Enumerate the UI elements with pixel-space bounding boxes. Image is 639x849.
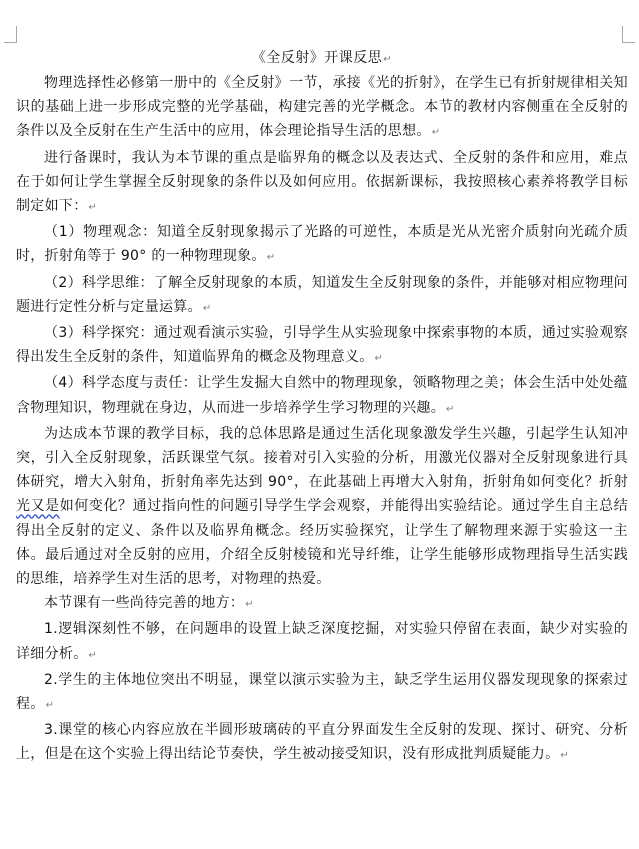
- paragraph-text: 如何变化？通过指向性的问题引导学生学会观察，并能得出实验结论。通过学生自主总结得出全反射的定义、条件以及临界角概念。经历实验探究，让学生了解物理来源于实验这一主体。最后通过对全反射的应用，介绍全反射棱镜和光导纤维，让学生能够形成物理指导生活实践的思维，培养学生对生活的思考，对物理的热爱。: [16, 498, 628, 588]
- paragraph-text: 物理选择性必修第一册中的《全反射》一节，承接《光的折射》，在学生已有折射规律相关知识的基础上进一步形成完整的光学基础，构建完善的光学概念。本节的教材内容侧重在全反射的条件以及全反射在生产生活中的应用，体会理论指导生活的思想。: [16, 75, 628, 140]
- document-title: [16, 45, 628, 71]
- paragraph-goal-1: [16, 220, 628, 270]
- paragraph-mark-icon: ↵: [88, 649, 98, 661]
- crop-mark-top-right: [622, 26, 635, 43]
- paragraph-mark-icon: ↵: [374, 353, 384, 365]
- paragraph-text: 为达成本节课的教学目标，我的总体思路是通过生活化现象激发学生兴趣，引起学生认知冲突，引入全反射现象，活跃课堂气氛。接着对引入实验的分析，用激光仪器对全反射现象进行具体研究，增大入射角，折射角率先达到 90°，在此基础上再增大入射角，折射角如何变化？折射: [16, 425, 628, 491]
- paragraph-improvement-1: [16, 617, 628, 667]
- paragraph-mark-icon: ↵: [245, 599, 254, 611]
- paragraph-goal-2: [16, 271, 628, 321]
- paragraph-text: （4）科学态度与责任：让学生发掘大自然中的物理现象，领略物理之美；体会生活中处处蕴含物理知识，物理就在身边，从而进一步培养学生学习物理的兴趣。: [16, 375, 628, 416]
- paragraph-mark-icon: ↵: [45, 700, 55, 712]
- paragraph-mark-icon: ↵: [431, 127, 441, 139]
- crop-mark-top-left: [4, 26, 17, 43]
- paragraph-text: 进行备课时，我认为本节课的重点是临界角的概念以及表达式、全反射的条件和应用，难点在于如何让学生掌握全反射现象的条件以及如何应用。依据新课标，我按照核心素养将教学目标制定如下：: [16, 149, 628, 215]
- paragraph-intro: [16, 71, 628, 146]
- paragraph-text: 本节课有一些尚待完善的地方：: [44, 595, 245, 612]
- spellcheck-underline: 光又是: [16, 498, 60, 515]
- paragraph-mark-icon: ↵: [383, 54, 393, 65]
- paragraph-mark-icon: ↵: [266, 252, 276, 264]
- paragraph-improvements-intro: [16, 591, 628, 617]
- paragraph-mark-icon: ↵: [88, 202, 98, 214]
- paragraph-goal-3: [16, 321, 628, 371]
- paragraph-approach: [16, 422, 628, 591]
- paragraph-improvement-3: [16, 718, 628, 768]
- paragraph-text: （2）科学思维：了解全反射现象的本质，知道发生全反射现象的条件，并能够对相应物理问题进行定性分析与定量运算。: [16, 274, 628, 315]
- paragraph-text: 3.课堂的核心内容应放在半圆形玻璃砖的平直分界面发生全反射的发现、探讨、研究、分析上，但是在这个实验上得出结论节奏快，学生被动接受知识，没有形成批判质疑能力。: [16, 722, 628, 763]
- paragraph-text: 2.学生的主体地位突出不明显，课堂以演示实验为主，缺乏学生运用仪器发现现象的探索过程。: [16, 671, 628, 713]
- title-text: 《全反射》开课反思: [251, 50, 383, 66]
- paragraph-improvement-2: [16, 668, 628, 718]
- paragraph-mark-icon: ↵: [560, 750, 570, 762]
- paragraph-goal-4: [16, 371, 628, 421]
- paragraph-mark-icon: ↵: [446, 403, 455, 415]
- paragraph-text: （1）物理观念：知道全反射现象揭示了光路的可逆性，本质是光从光密介质射向光疏介质时，折射角等于 90° 的一种物理现象。: [16, 224, 628, 265]
- document-body: [16, 45, 628, 769]
- paragraph-mark-icon: ↵: [202, 302, 212, 314]
- paragraph-text: （3）科学探究：通过观看演示实验，引导学生从实验现象中探索事物的本质，通过实验观察得出发生全反射的条件，知道临界角的概念及物理意义。: [16, 325, 628, 366]
- paragraph-preparation: [16, 146, 628, 221]
- paragraph-text: 1.逻辑深刻性不够，在问题串的设置上缺乏深度挖掘，对实验只停留在表面，缺少对实验的详细分析。: [16, 621, 628, 662]
